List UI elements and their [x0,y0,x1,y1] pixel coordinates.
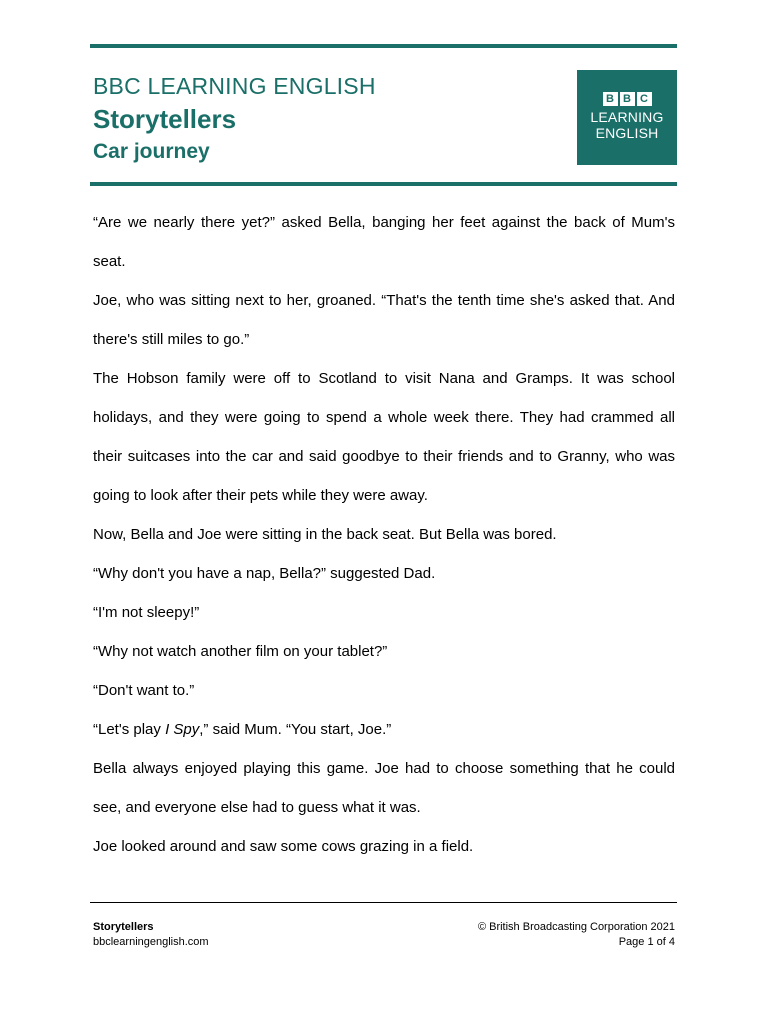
brand-title: BBC LEARNING ENGLISH [93,73,376,99]
story-body [93,203,675,866]
story-paragraph: Bella always enjoyed playing this game. Joe had to choose something that he could see, and everyone else had to guess what it was. [93,760,675,816]
series-title: Storytellers [93,104,237,134]
story-paragraph: “Don't want to.” [93,682,195,699]
i-spy-game-title: I Spy [165,721,200,738]
story-paragraph-i-spy [93,710,675,749]
footer-title: Storytellers [93,921,154,933]
footer-rule [90,902,677,903]
episode-title: Car journey [93,140,210,163]
footer-url: bbclearningenglish.com [93,936,209,948]
i-spy-text-after: ,” said Mum. “You start, Joe.” [199,721,392,738]
bbc-block-b1: B [603,92,618,106]
story-paragraph: “Are we nearly there yet?” asked Bella, banging her feet against the back of Mum's seat. [93,214,675,270]
footer-right [478,920,675,950]
story-paragraph: Joe, who was sitting next to her, groaned. “That's the tenth time she's asked that. And there's still miles to go.” [93,292,675,348]
bbc-block-c: C [637,92,652,106]
story-paragraph: “Why not watch another film on your tablet?” [93,643,388,660]
story-paragraph: The Hobson family were off to Scotland to visit Nana and Gramps. It was school holidays, and they were going to spend a whole week there. They had crammed all their suitcases into the car and said goodbye to their friends and to Granny, who was going to look after their pets while they were away. [93,370,675,504]
story-paragraph: “Why don't you have a nap, Bella?” suggested Dad. [93,565,436,582]
header-top-rule [90,44,677,48]
header-bottom-rule [90,182,677,186]
story-paragraph: Now, Bella and Joe were sitting in the back seat. But Bella was bored. [93,526,557,543]
story-paragraph: Joe looked around and saw some cows grazing in a field. [93,838,474,855]
story-paragraph: “I'm not sleepy!” [93,604,200,621]
footer-copyright: © British Broadcasting Corporation 2021 [477,921,675,933]
footer-left [93,920,209,950]
bbc-blocks [577,92,677,106]
document-header [93,70,533,168]
footer-page-number: Page 1 of 4 [618,936,675,948]
i-spy-text-before: “Let's play [93,721,166,738]
bbc-block-b2: B [620,92,635,106]
logo-line-english: ENGLISH [595,125,659,141]
logo-line-learning: LEARNING [590,109,664,125]
bbc-learning-english-logo [577,70,677,165]
